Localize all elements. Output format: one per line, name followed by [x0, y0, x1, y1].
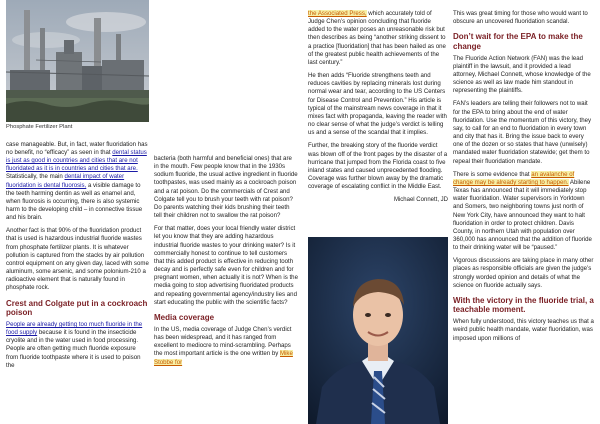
paragraph: When fully understood, this victory teaches us that a weird public health mandate, water fluoridation, was imposed upon millions of: [453, 318, 594, 342]
column-2: [154, 155, 298, 372]
section-heading: With the victory in the fluoride trial, a teachable moment.: [453, 295, 594, 315]
text-span: In the US, media coverage of Judge Chen’s verdict has been widespread, and it has ranged from excellent to mediocre to mind-scrambling. Perhaps the most important article is the one written by: [154, 326, 292, 358]
paragraph: [308, 10, 448, 67]
paragraph: [453, 171, 594, 253]
paragraph: [6, 321, 149, 370]
factory-illustration: [6, 0, 149, 122]
paragraph: The Fluoride Action Network (FAN) was the lead plaintiff in the lawsuit, and it provided a lead attorney, Michael Connett, whose knowledge of the science as well as law made him standout in representing the plaintiffs.: [453, 54, 591, 95]
section-heading: Crest and Colgate put in a cockroach poison: [6, 298, 148, 317]
text-span: case manageable. But, in fact, water fluoridation has no benefit, no “efficacy” as seen in that: [6, 140, 148, 156]
portrait-illustration: [308, 237, 448, 424]
column-1: [6, 0, 149, 375]
text-span: Statistically, the main: [6, 173, 65, 181]
paragraph: He then adds “Fluoride strengthens teeth and reduces cavities by replacing minerals lost during normal wear and tear, according to the US Centers for Disease Control and Prevention.” His article is typical of the mainstream news coverage in that it mixes fact with propaganda, leaving the reader with no clear sense of what the judge’s verdict is telling us and a sense of the scandal that it implies.: [308, 72, 447, 137]
michael-connett-photo: [308, 237, 448, 424]
link-dental-fluorosis[interactable]: dental impact of water fluoridation is dental fluorosis,: [6, 173, 125, 189]
text-span: a visible damage to the teeth harming dentin as well as enamel and, when fluorosis is occurring, there is also systemic harm to the developing child – in connective tissue and his brain.: [6, 181, 143, 222]
text-span: There is some evidence that: [453, 170, 532, 178]
paragraph: This was great timing for those who would want to obscure an uncovered fluoridation scandal.: [453, 10, 588, 26]
paragraph: FAN’s leaders are telling their followers not to wait for the EPA to bring about the end of water fluoridation. Use the momentum of this victory, they say, to call for an end to fluoridation in every town and city that has it. Bring the issue back to every one of the dozen or so states that have (unwisely) mandated water fluoridation statewide; get them to repeal their fluoridation mandate.: [453, 100, 592, 165]
section-heading: Media coverage: [154, 312, 215, 322]
link-dental-status[interactable]: dental status is just as good in countries and cities that are not fluoridated as it is in countries and cities that are.: [6, 148, 147, 173]
text-span: Abilene Texas has announced that it will immediately stop water fluoridation. Water supervisors in Yorktown and Somers, two neighboring towns just north of New York City, have announced they want to halt fluoridation in order to protect children. Davis County, in northern Utah with population over 360,000 has announced that the addition of fluoride to their drinking water will be “paused.”: [453, 178, 592, 252]
photo-caption: Phosphate Fertilizer Plant: [6, 124, 73, 130]
column-3: [308, 10, 448, 204]
fertilizer-plant-photo: [6, 0, 149, 122]
link-mike-stobbe[interactable]: Mike Stobbe for: [154, 350, 293, 366]
photo-credit: Michael Connett, JD: [393, 197, 448, 204]
paragraph: Further, the breaking story of the fluoride verdict was blown off of the front pages by the disaster of a hurricane that jumped from the Florida coast to five inland states and caused unprecedented flooding. Coverage was further blown away by the dramatic coverage of escalating conflict in the Middle East.: [308, 142, 448, 191]
paragraph: [154, 326, 298, 367]
text-span: which accurately told of Judge Chen’s opinion concluding that fluoride added to the water poses an unreasonable risk but then describes as being “another striking dissent to a practice [fluoridation] that has been hailed as one of the greatest public health achievements of the last century.”: [308, 10, 446, 66]
section-heading: Don’t wait for the EPA to make the change: [453, 32, 583, 51]
paragraph: [6, 141, 149, 223]
paragraph: Another fact is that 90% of the fluoridation product that is used is hazardous industrial fluoride wastes from phosphate fertilizer plants. It is whatever pollution is captured from the stacks by air pollution control equipment on any given day, laced with some aluminum, some arsenic, and some polonium-210 a radioactive element that is naturally found in phosphate rock.: [6, 227, 149, 292]
link-food-supply[interactable]: People are already getting too much fluoride in the food supply: [6, 320, 143, 337]
paragraph: For that matter, does your local friendly water district let you know that they are adding hazardous industrial fluoride wastes to your drinking water? Is it commercially honest to continue to tell customers that this added product is effective in reducing tooth decay and is perfectly safe even for children and for pregnant women, when actually it is not? When is the media going to stop advertising fluoridated products and repeating governmental agency/industry lies and start educating the public with the scientific facts?: [154, 225, 298, 306]
link-associated-press[interactable]: the Associated Press,: [308, 10, 367, 17]
column-4: [453, 10, 594, 348]
paragraph: Vigorous discussions are taking place in many other places as responsible officials are given the judge’s strongly worded opinion and details of what the science on fluoride actually says.: [453, 257, 594, 289]
paragraph: bacteria (both harmful and beneficial ones) that are in the mouth. Few people know that in the 1930s sodium fluoride, the usual active ingredient in fluoride toothpastes, was used mainly as a cockroach poison and a rat poison. Do the commercials of Crest and Colgate tell you to brush your teeth with rat poison? Do parents watching their kids brushing their teeth tell their children not to swallow the rat poison?: [154, 155, 298, 220]
link-avalanche-of-change[interactable]: an avalanche of change may be already starting to happen.: [453, 170, 575, 186]
text-span: because it is found in the insecticide cryolite and in the water used in food processing. People are often getting much fluoride exposure from fluoride toothpaste where it is used to poison the: [6, 329, 141, 369]
